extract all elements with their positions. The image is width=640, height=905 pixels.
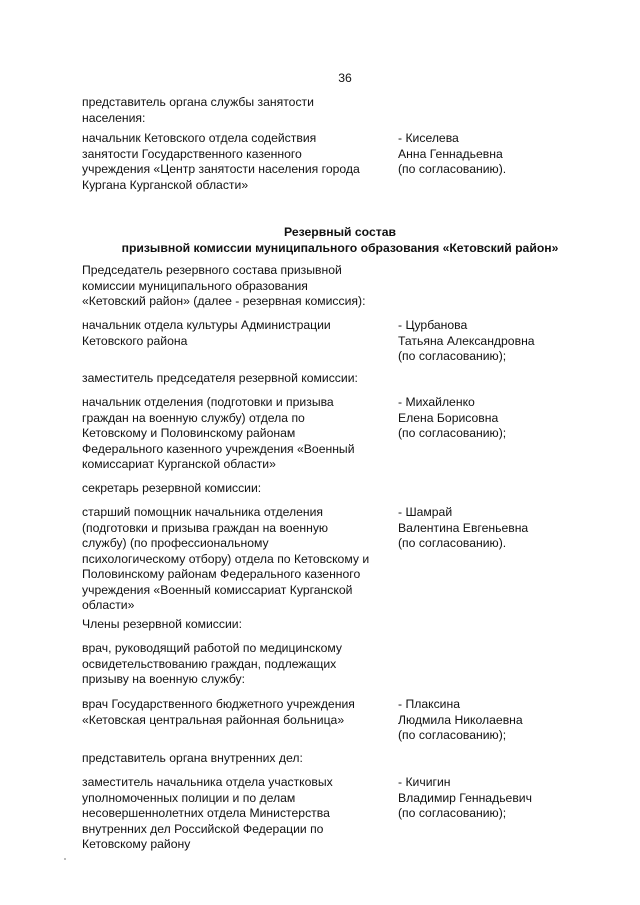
police-person: - Кичигин Владимир Геннадьевич (по согласованию); [398,775,532,820]
scan-speck [64,858,66,860]
employment-service-person: - Киселева Анна Геннадьевна (по согласованию). [398,131,507,176]
deputy-label: заместитель председателя резервной комиссии: [82,371,358,385]
police-position: заместитель начальника отдела участковых уполномоченных полиции и по делам несовершеннолетних отдела Министерства внутренних дел Российской Федерации по Кетовскому району [82,775,333,851]
chair-label: Председатель резервного состава призывной комиссии муниципального образования «Кетовский район» (далее - резервная комиссия): [82,263,366,308]
secretary-position: старший помощник начальника отделения (подготовки и призыва граждан на военную службу) (по профессиональному психологическому отбору) отдела по Кетовскому и Половинскому районам Федерального казенного учреждения «Военный комиссариат Курганской области» [82,505,370,612]
police-label: представитель органа внутренних дел: [82,751,303,765]
doctor-position: врач Государственного бюджетного учреждения «Кетовская центральная районная больница» [82,697,355,727]
deputy-position: начальник отделения (подготовки и призыва граждан на военную службу) отдела по Кетовскому и Половинскому районам Федерального казенного учреждения «Военный комиссариат Курганской области» [82,395,355,471]
page-number: 36 [338,71,352,85]
employment-service-position: начальник Кетовского отдела содействия занятости Государственного казенного учреждения «Центр занятости населения города Кургана Курганской области» [82,131,360,192]
doctor-label: врач, руководящий работой по медицинскому освидетельствованию граждан, подлежащих призыву на военную службу: [82,641,342,686]
reserve-title: Резервный состав призывной комиссии муниципального образования «Кетовский район» [121,225,559,255]
secretary-label: секретарь резервной комиссии: [82,481,262,495]
chair-person: - Цурбанова Татьяна Александровна (по согласованию); [398,318,535,363]
doctor-person: - Плаксина Людмила Николаевна (по согласованию); [398,697,523,742]
secretary-person: - Шамрай Валентина Евгеньевна (по согласованию). [398,505,529,550]
employment-service-label: представитель органа службы занятости населения: [82,95,314,125]
chair-position: начальник отдела культуры Администрации Кетовского района [82,318,331,348]
deputy-person: - Михайленко Елена Борисовна (по согласованию); [398,395,507,440]
members-label: Члены резервной комиссии: [82,617,242,631]
